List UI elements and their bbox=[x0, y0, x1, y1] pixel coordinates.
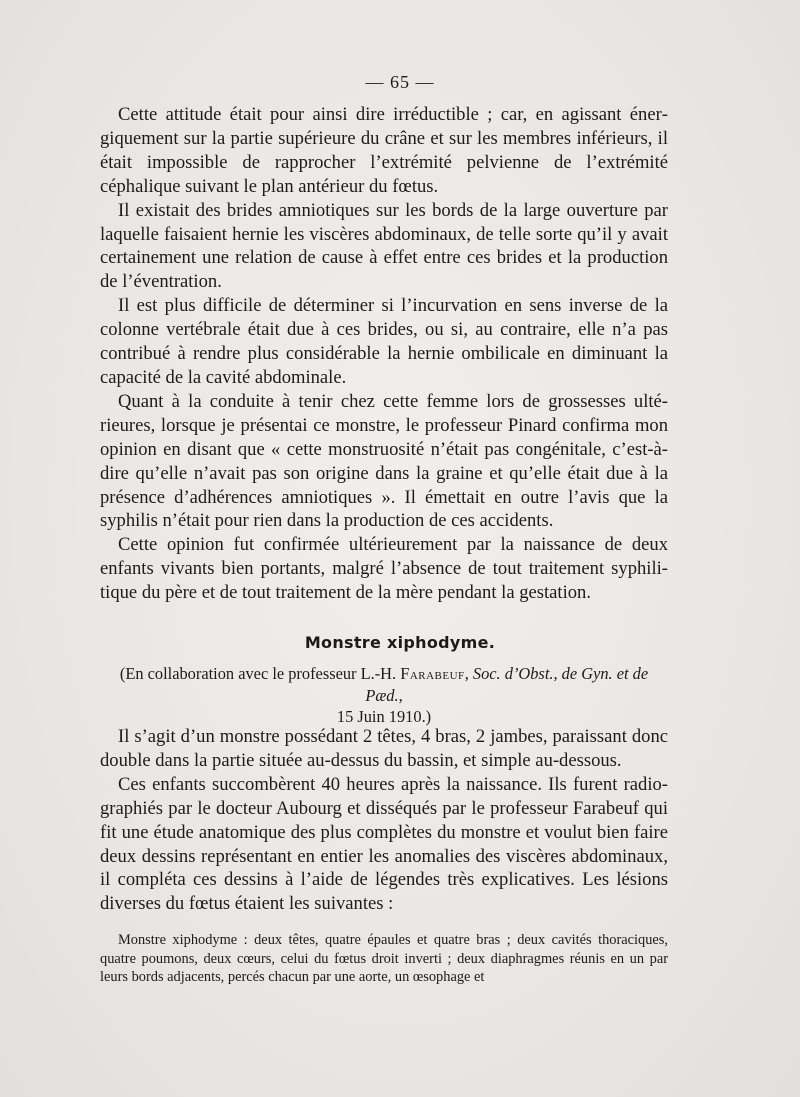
section-body bbox=[100, 725, 668, 916]
footnote bbox=[100, 931, 668, 987]
section-paragraph-1: Il s’agit d’un monstre possédant 2 têtes, 4 bras, 2 jambes, paraissant donc double dans la partie située au-dessus du bassin, et simple au-dessous. bbox=[100, 726, 668, 771]
citation-journal: Soc. d’Obst., de Gyn. et de Pæd. bbox=[365, 664, 649, 705]
citation-prefix: (En collaboration avec le professeur L.-H. bbox=[119, 664, 401, 683]
page-number: — 65 — bbox=[365, 72, 435, 92]
section-heading: Monstre xiphodyme. bbox=[304, 633, 496, 652]
body-text bbox=[100, 103, 668, 605]
citation-date: 15 Juin 1910.) bbox=[336, 707, 432, 726]
paragraph-3: Il est plus difficile de déterminer si l’incurvation en sens inverse de la colonne vertébrale était due à ces brides, ou si, au contraire, elle n’a pas contribué à rendre plus considérable la hernie ombilicale en diminuant la capacité de la cavité abdominale. bbox=[100, 295, 668, 388]
paragraph-5: Cette opinion fut confirmée ultérieurement par la naissance de deux enfants vivants bien portants, malgré l’absence de tout traitement syphilitique du père et de tout traitement de la mère pendant la gestation. bbox=[100, 534, 668, 604]
paragraph-4: Quant à la conduite à tenir chez cette femme lors de grossesses ultérieures, lorsque je présentai ce monstre, le professeur Pinard confirma mon opinion en disant que « cette monstruosité n’était pas congénitale, c’est-à-dire qu’elle n’avait pas son origine dans la graine et qu’elle était due à la présence d’adhérences amniotiques ». Il émettait en outre l’avis que la syphilis n’était pour rien dans la production de ces accidents. bbox=[100, 390, 668, 532]
citation-author: Farabeuf bbox=[400, 664, 465, 683]
footnote-text: Monstre xiphodyme : deux têtes, quatre épaules et quatre bras ; deux cavités thoraciques, quatre poumons, deux cœurs, celui du fœtus droit inverti ; deux diaphragmes réunis en un par leurs bords adjacents, percés chacun par une aorte, un œsophage et bbox=[100, 932, 668, 985]
section-paragraph-2: Ces enfants succombèrent 40 heures après la naissance. Ils furent radiographiés par le docteur Aubourg et disséqués par le professeur Farabeuf qui fit une étude anatomique des plus complètes du monstre et voulut bien faire deux dessins représentant en entier les anomalies des viscères abdominaux, il compléta ces dessins à l’aide de légendes très explicatives. Les lésions diverses du fœtus étaient les suivantes : bbox=[100, 773, 668, 915]
paragraph-1: Cette attitude était pour ainsi dire irréductible ; car, en agissant énergiquement sur la partie supérieure du crâne et sur les membres inférieurs, il était impossible de rapprocher l’extrémité pelvienne de l’extrémité céphalique suivant le plan antérieur du fœtus. bbox=[100, 104, 668, 197]
section-citation: (En collaboration avec le professeur L.-H. Farabeuf, Soc. d’Obst., de Gyn. et de Pæd., 15 Juin 1910.) bbox=[119, 664, 649, 726]
paragraph-2: Il existait des brides amniotiques sur les bords de la large ouverture par laquelle faisaient hernie les viscères abdominaux, de telle sorte qu’il y avait certainement une relation de cause à effet entre ces brides et la production de l’éventration. bbox=[100, 199, 668, 293]
